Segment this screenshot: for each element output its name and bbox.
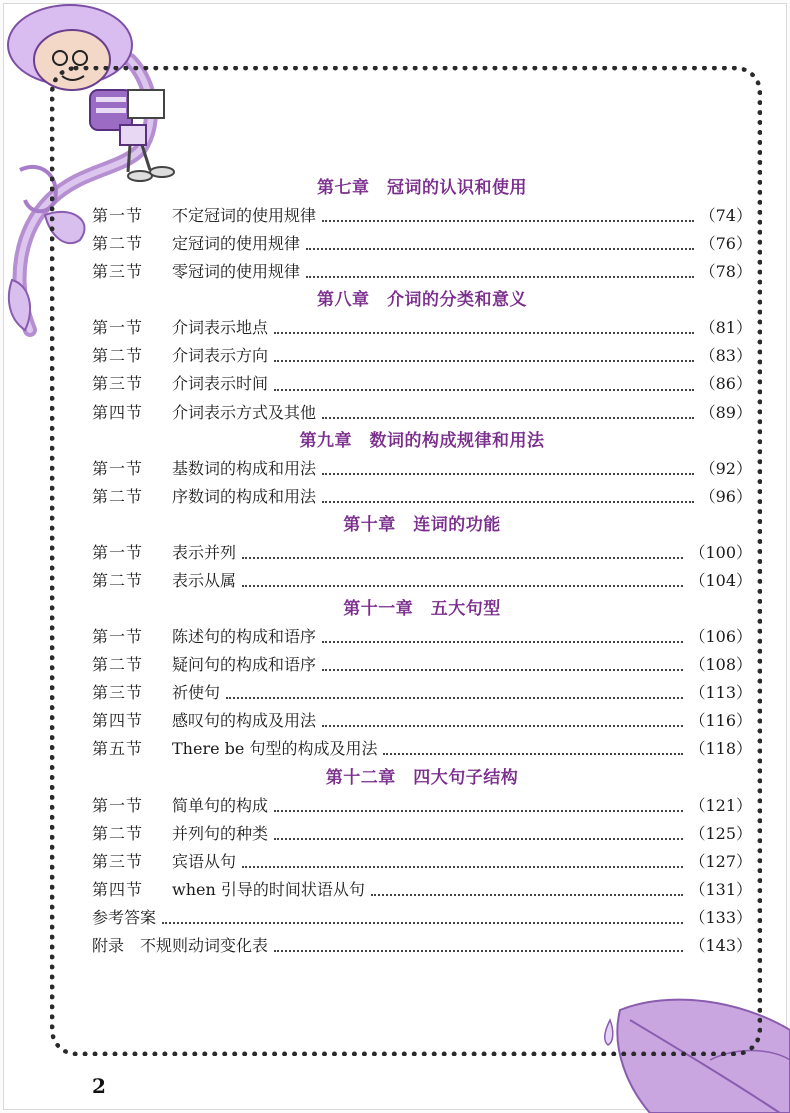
section-title: 简单句的构成: [172, 795, 269, 815]
page-ref: （96）: [699, 486, 752, 506]
section-title: 零冠词的使用规律: [172, 262, 301, 282]
dot-leader: [371, 894, 684, 896]
section-title: 祈使句: [172, 683, 221, 703]
toc-entry[interactable]: [92, 792, 752, 820]
chapter-heading: 第九章 数词的构成规律和用法: [299, 430, 545, 451]
toc-entry[interactable]: [92, 567, 752, 595]
page-ref: （131）: [689, 879, 752, 899]
toc-entry[interactable]: [92, 848, 752, 876]
section-label: 第一节: [92, 318, 144, 338]
section-title: 表示从属: [172, 570, 237, 590]
dot-leader: [274, 360, 694, 362]
section-label: 第二节: [92, 655, 144, 675]
section-label: 第一节: [92, 458, 144, 478]
dot-leader: [322, 669, 683, 671]
toc-entry[interactable]: [92, 230, 752, 258]
page-ref: （86）: [699, 374, 752, 394]
entry-title: 参考答案: [92, 907, 157, 927]
dot-leader: [242, 866, 683, 868]
dot-leader: [306, 276, 694, 278]
chapter-heading: 第十一章 五大句型: [343, 599, 501, 620]
toc-entry[interactable]: [92, 483, 752, 511]
section-label: 第五节: [92, 739, 144, 759]
dot-leader: [322, 641, 683, 643]
toc-entry[interactable]: [92, 707, 752, 735]
page-ref: （116）: [689, 711, 752, 731]
page-ref: （104）: [689, 570, 752, 590]
toc-entry[interactable]: [92, 370, 752, 398]
dot-leader: [162, 922, 683, 924]
toc-entry-answers[interactable]: [92, 904, 752, 932]
dot-leader: [322, 473, 694, 475]
section-title: 感叹句的构成及用法: [172, 711, 317, 731]
page-ref: （133）: [689, 907, 752, 927]
toc-entry[interactable]: [92, 623, 752, 651]
section-label: 第一节: [92, 206, 144, 225]
page-ref: （81）: [699, 318, 752, 338]
section-title: 介词表示方式及其他: [172, 402, 317, 422]
section-title: 序数词的构成和用法: [172, 486, 317, 506]
section-title: 介词表示时间: [172, 374, 269, 394]
dot-leader: [322, 725, 683, 727]
dot-leader: [242, 557, 683, 559]
section-label: 第二节: [92, 486, 144, 506]
section-label: 第三节: [92, 374, 144, 394]
section-title: There be 句型的构成及用法: [172, 739, 378, 759]
page-ref: （76）: [699, 234, 752, 254]
section-title: 定冠词的使用规律: [172, 234, 301, 254]
section-label: 第三节: [92, 851, 144, 871]
toc-entry[interactable]: [92, 202, 752, 230]
page-ref: （78）: [699, 262, 752, 282]
dot-leader: [226, 697, 683, 699]
page-ref: （125）: [689, 823, 752, 843]
section-title: 陈述句的构成和语序: [172, 627, 317, 647]
dot-leader: [274, 838, 683, 840]
section-title: 不定冠词的使用规律: [172, 206, 317, 225]
toc-entry[interactable]: [92, 342, 752, 370]
dot-leader: [383, 753, 683, 755]
page-number: 2: [92, 1074, 106, 1098]
page-ref: （118）: [689, 739, 752, 759]
section-title: 基数词的构成和用法: [172, 458, 317, 478]
dot-leader: [274, 950, 683, 952]
chapter-heading: 第八章 介词的分类和意义: [317, 290, 527, 311]
toc-entry[interactable]: [92, 258, 752, 286]
section-label: 第四节: [92, 711, 144, 731]
section-title: 宾语从句: [172, 851, 237, 871]
toc-entry[interactable]: [92, 679, 752, 707]
table-of-contents: [92, 174, 752, 960]
dot-leader: [322, 501, 694, 503]
page-ref: （89）: [699, 402, 752, 422]
toc-entry[interactable]: [92, 455, 752, 483]
section-label: 第一节: [92, 795, 144, 815]
toc-entry[interactable]: [92, 314, 752, 342]
section-label: 第一节: [92, 542, 144, 562]
page-ref: （113）: [689, 683, 752, 703]
chapter-heading: 第七章 冠词的认识和使用: [317, 178, 527, 198]
dot-leader: [242, 585, 683, 587]
page-ref: （83）: [699, 346, 752, 366]
toc-entry[interactable]: [92, 735, 752, 763]
section-title: 疑问句的构成和语序: [172, 655, 317, 675]
section-title: 并列句的种类: [172, 823, 269, 843]
section-label: 第三节: [92, 262, 144, 282]
section-title: when 引导的时间状语从句: [172, 879, 365, 899]
page-ref: （74）: [699, 206, 752, 225]
section-label: 第二节: [92, 234, 144, 254]
page-ref: （92）: [699, 458, 752, 478]
page-ref: （106）: [689, 627, 752, 647]
section-label: 第四节: [92, 402, 144, 422]
toc-entry[interactable]: [92, 399, 752, 427]
section-title: 介词表示地点: [172, 318, 269, 338]
page-ref: （127）: [689, 851, 752, 871]
page-ref: （100）: [689, 542, 752, 562]
toc-entry[interactable]: [92, 876, 752, 904]
section-title: 表示并列: [172, 542, 237, 562]
section-label: 第三节: [92, 683, 144, 703]
section-label: 第一节: [92, 627, 144, 647]
page-ref: （143）: [689, 935, 752, 955]
section-label: 第二节: [92, 823, 144, 843]
page-ref: （108）: [689, 655, 752, 675]
section-label: 第四节: [92, 879, 144, 899]
entry-title: 附录 不规则动词变化表: [92, 935, 269, 955]
dot-leader: [306, 248, 694, 250]
section-label: 第二节: [92, 346, 144, 366]
toc-entry-appendix[interactable]: [92, 932, 752, 960]
dot-leader: [274, 332, 694, 334]
section-label: 第二节: [92, 570, 144, 590]
toc-entry[interactable]: [92, 651, 752, 679]
dot-leader: [274, 389, 694, 391]
toc-entry[interactable]: [92, 539, 752, 567]
page-ref: （121）: [689, 795, 752, 815]
toc-entry[interactable]: [92, 820, 752, 848]
dot-leader: [322, 417, 694, 419]
chapter-heading: 第十二章 四大句子结构: [325, 767, 519, 788]
section-title: 介词表示方向: [172, 346, 269, 366]
dot-leader: [274, 810, 683, 812]
dot-leader: [322, 220, 694, 222]
chapter-heading: 第十章 连词的功能: [343, 514, 501, 535]
